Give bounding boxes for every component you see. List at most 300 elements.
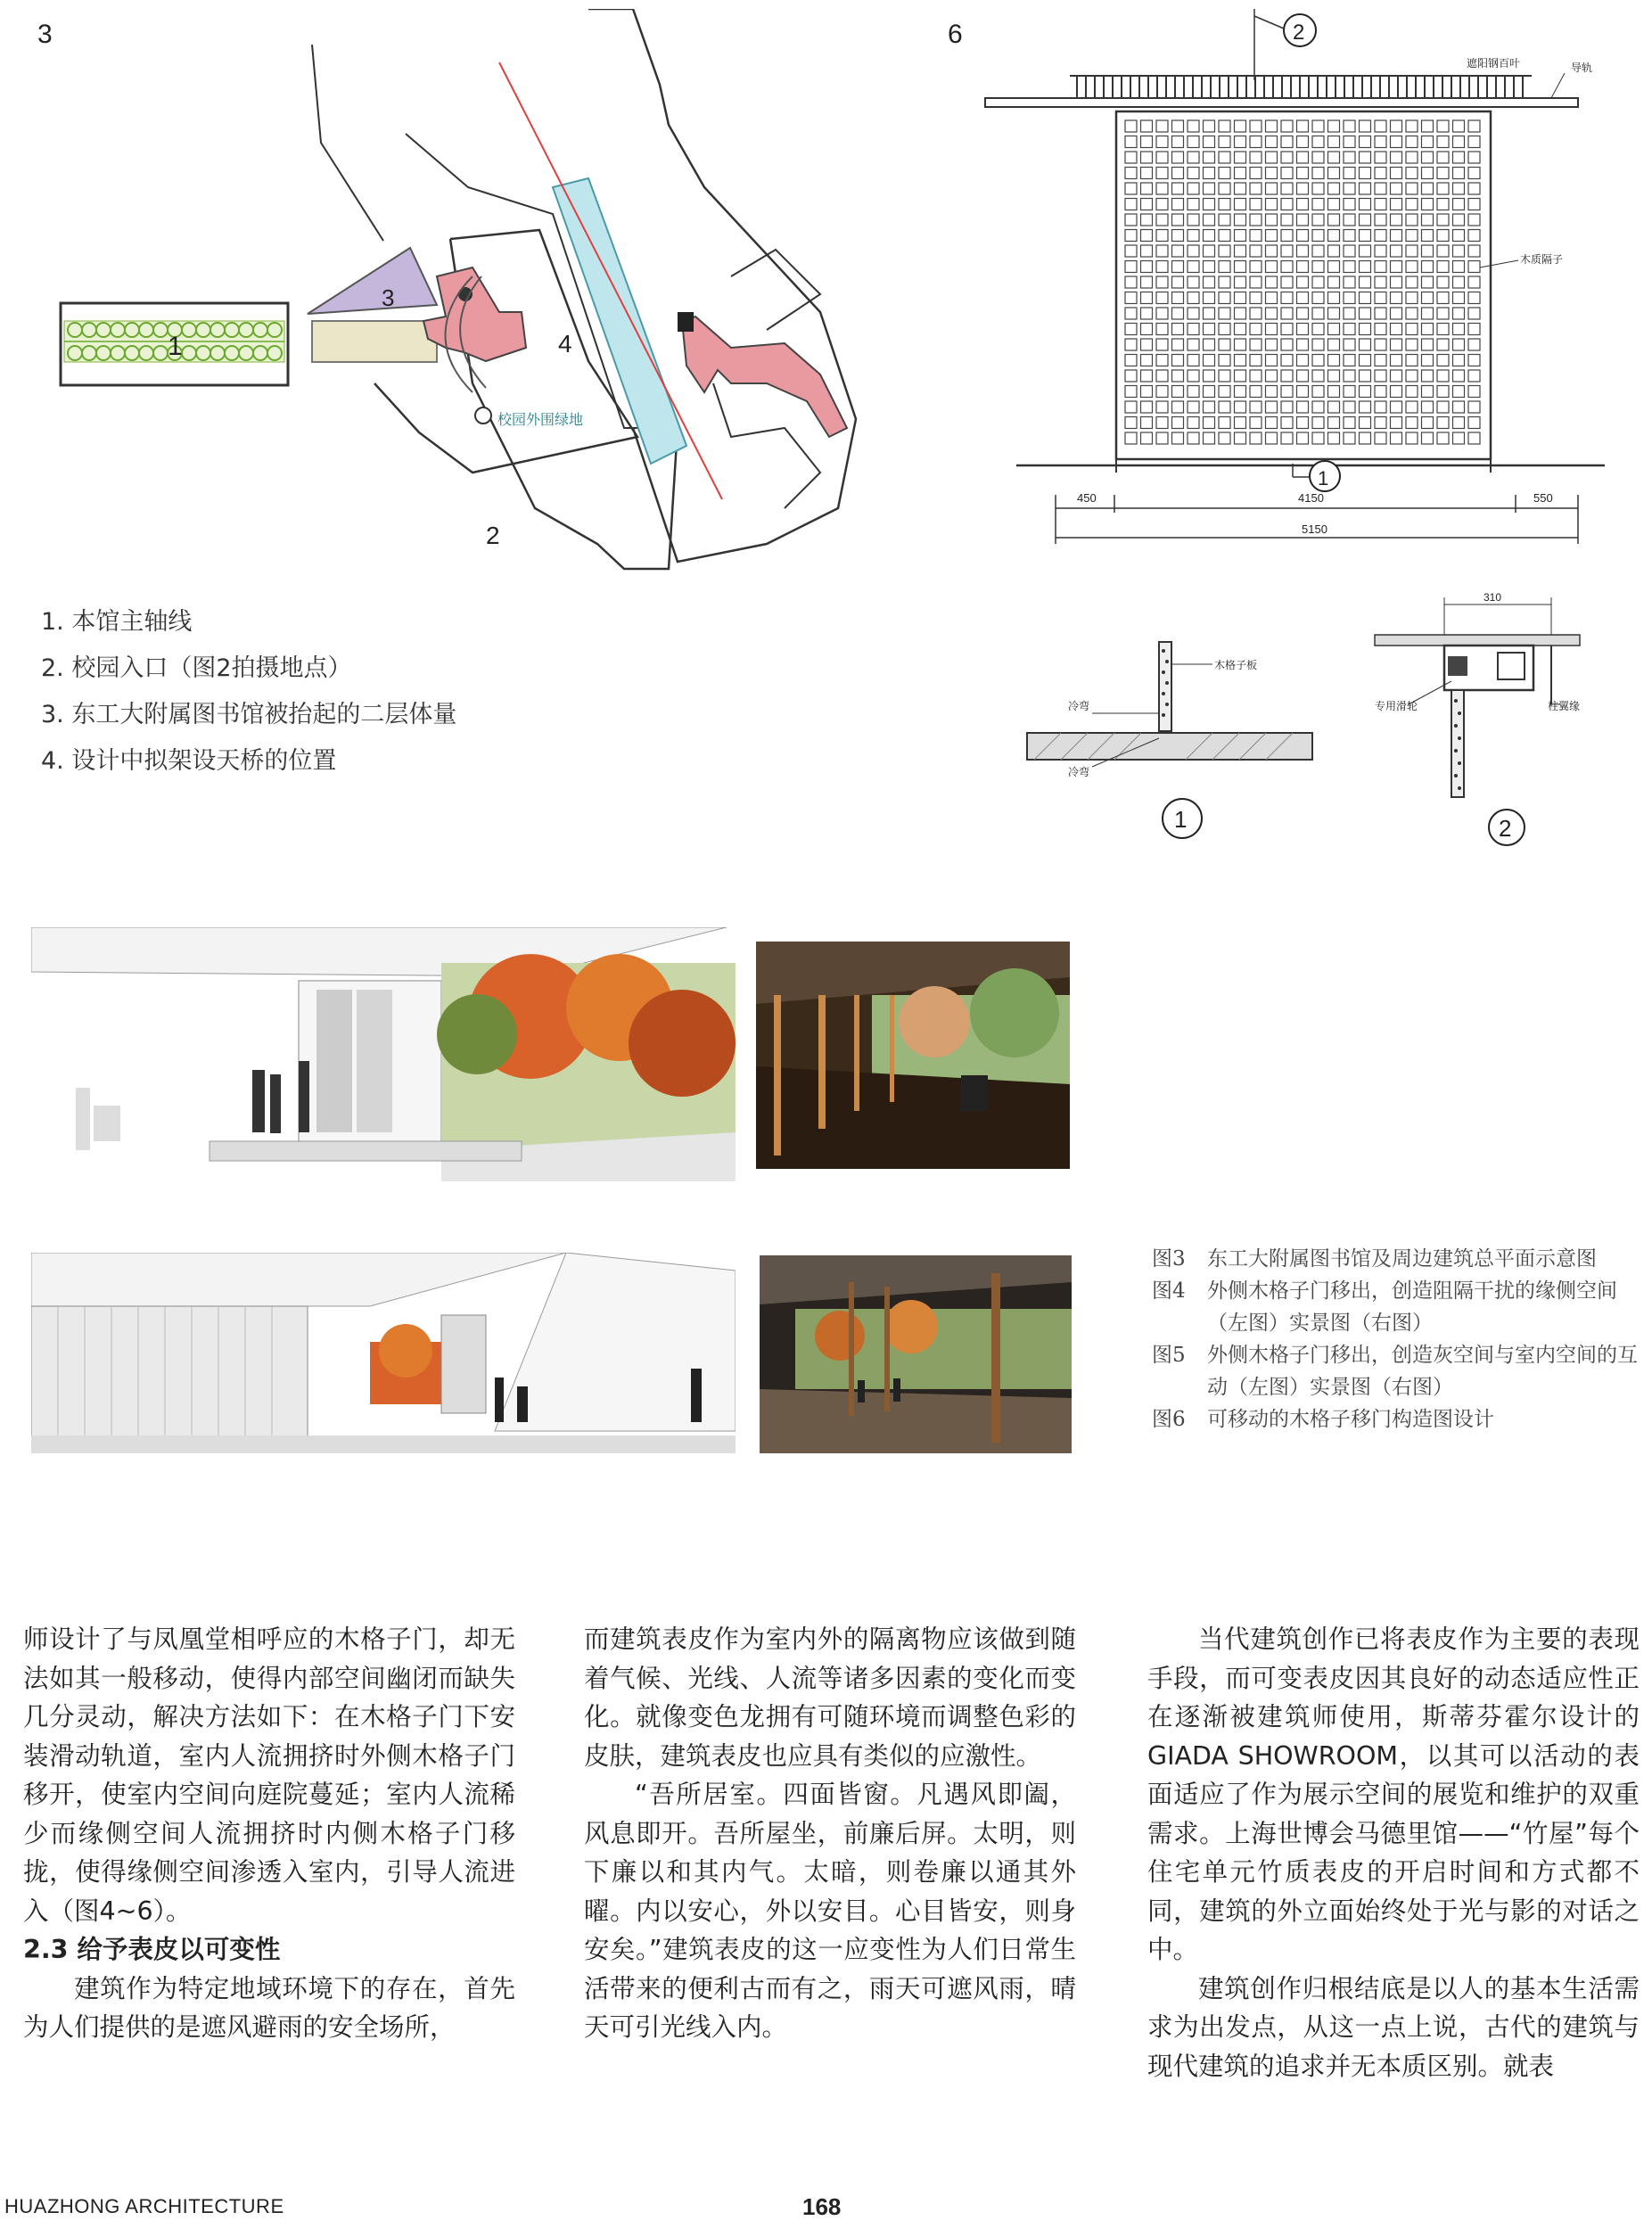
lattice-cell: [1453, 292, 1465, 304]
lattice-cell: [1422, 292, 1434, 304]
lattice-cell: [1453, 245, 1465, 257]
lattice-cell: [1204, 168, 1215, 179]
paragraph: 建筑创作归根结底是以人的基本生活需求为出发点，从这一点上说，古代的建筑与现代建筑的追求并无本质区别。就表: [1147, 1973, 1640, 2081]
lattice-cell: [1125, 308, 1137, 319]
lattice-cell: [1141, 417, 1153, 429]
lattice-cell: [1125, 292, 1137, 304]
lattice-cell: [1375, 168, 1386, 179]
lattice-cell: [1391, 152, 1402, 163]
lattice-cell: [1235, 386, 1246, 398]
lattice-cell: [1297, 276, 1309, 288]
lattice-cell: [1250, 370, 1262, 382]
lattice-cell: [1266, 339, 1278, 350]
lattice-cell: [1141, 401, 1153, 413]
lattice-cell: [1297, 432, 1309, 444]
lattice-cell: [1141, 183, 1153, 194]
lattice-cell: [1391, 308, 1402, 319]
lattice-cell: [1312, 136, 1324, 148]
lattice-cell: [1188, 199, 1199, 210]
lattice-cell: [1453, 401, 1465, 413]
figure-3-number: 3: [37, 20, 53, 49]
lattice-cell: [1391, 199, 1402, 210]
lattice-cell: [1375, 183, 1386, 194]
lattice-cell: [1235, 120, 1246, 132]
lattice-cell: [1188, 230, 1199, 242]
lattice-cell: [1172, 168, 1184, 179]
lattice-cell: [1266, 136, 1278, 148]
lattice-cell: [1235, 245, 1246, 257]
lattice-cell: [1266, 401, 1278, 413]
lattice-cell: [1219, 214, 1230, 226]
lattice-cell: [1437, 230, 1449, 242]
lattice-cell: [1141, 230, 1153, 242]
lattice-cell: [1391, 168, 1402, 179]
lattice-cell: [1360, 292, 1371, 304]
lattice-cell: [1328, 292, 1340, 304]
lattice-cell: [1141, 199, 1153, 210]
lattice-cell: [1297, 261, 1309, 273]
figure-captions: [1152, 1243, 1651, 1435]
lattice-cell: [1125, 401, 1137, 413]
lattice-cell: [1328, 245, 1340, 257]
paragraph: 师设计了与凤凰堂相呼应的木格子门，却无法如其一般移动，使得内部空间幽闭而缺失几分灵动，解决方法如下：在木格子门下安装滑动轨道，室内人流拥挤时外侧木格子门移开，使室内空间向庭院蔓延；室内人流稀少而缘侧空间人流拥挤时内侧木格子门移拢，使得缘侧空间渗透入室内，引导人流进入（图4~6）。: [23, 1624, 515, 1926]
lattice-cell: [1188, 261, 1199, 273]
lattice-cell: [1406, 136, 1418, 148]
lattice-cell: [1141, 324, 1153, 335]
callout-top: 2: [1293, 21, 1305, 45]
lattice-cell: [1328, 370, 1340, 382]
label-panel: 木质隔子: [1520, 253, 1564, 266]
lattice-cell: [1141, 136, 1153, 148]
lattice-cell: [1125, 183, 1137, 194]
lattice-cell: [1156, 355, 1168, 366]
lattice-cell: [1204, 386, 1215, 398]
detail-2-section: [1373, 588, 1605, 856]
lattice-cell: [1437, 245, 1449, 257]
label-rail: 导轨: [1571, 62, 1593, 74]
lattice-cell: [1328, 168, 1340, 179]
lattice-cell: [1312, 292, 1324, 304]
lattice-cell: [1141, 432, 1153, 444]
lattice-cell: [1219, 324, 1230, 335]
lattice-cell: [1141, 355, 1153, 366]
lattice-cell: [1468, 276, 1480, 288]
lattice-cell: [1219, 308, 1230, 319]
paragraph: 建筑作为特定地域环境下的存在，首先为人们提供的是遮风避雨的安全场所，: [23, 1973, 515, 2042]
lattice-cell: [1297, 386, 1309, 398]
caption-text: 外侧木格子门移出，创造阻隔干扰的缘侧空间（左图）实景图（右图）: [1207, 1279, 1617, 1335]
lattice-cell: [1328, 230, 1340, 242]
lattice-cell: [1172, 214, 1184, 226]
lattice-cell: [1406, 199, 1418, 210]
lattice-cell: [1235, 324, 1246, 335]
lattice-cell: [1468, 339, 1480, 350]
lattice-cell: [1468, 152, 1480, 163]
lattice-cell: [1437, 324, 1449, 335]
lattice-cell: [1266, 245, 1278, 257]
lattice-cell: [1360, 168, 1371, 179]
lattice-cell: [1453, 183, 1465, 194]
journal-name: HUAZHONG ARCHITECTURE: [4, 2195, 284, 2217]
lattice-cell: [1250, 245, 1262, 257]
lattice-cell: [1250, 308, 1262, 319]
lattice-cell: [1281, 168, 1293, 179]
lattice-cell: [1406, 120, 1418, 132]
site-label-3: 3: [382, 284, 395, 311]
lattice-cell: [1375, 276, 1386, 288]
lattice-cell: [1250, 386, 1262, 398]
lattice-cell: [1156, 370, 1168, 382]
lattice-cell: [1250, 355, 1262, 366]
lattice-cell: [1281, 417, 1293, 429]
lattice-cell: [1360, 432, 1371, 444]
lattice-cell: [1391, 136, 1402, 148]
lattice-cell: [1437, 168, 1449, 179]
lattice-cell: [1312, 152, 1324, 163]
lattice-cell: [1125, 120, 1137, 132]
lattice-cell: [1360, 276, 1371, 288]
lattice-cell: [1344, 152, 1355, 163]
lattice-cell: [1468, 245, 1480, 257]
lattice-cell: [1297, 292, 1309, 304]
lattice-cell: [1437, 417, 1449, 429]
lattice-cell: [1250, 214, 1262, 226]
lattice-cell: [1188, 276, 1199, 288]
lattice-cell: [1437, 276, 1449, 288]
lattice-cell: [1156, 401, 1168, 413]
lattice-cell: [1312, 214, 1324, 226]
lattice-cell: [1266, 386, 1278, 398]
lattice-cell: [1250, 230, 1262, 242]
lattice-cell: [1422, 432, 1434, 444]
body-column-1: [23, 1620, 515, 2047]
lattice-cell: [1235, 199, 1246, 210]
lattice-cell: [1297, 308, 1309, 319]
lattice-cell: [1141, 370, 1153, 382]
lattice-cell: [1156, 136, 1168, 148]
detail1-label-b: 冷弯: [1068, 766, 1090, 778]
lattice-cell: [1344, 261, 1355, 273]
lattice-cell: [1156, 417, 1168, 429]
lattice-cell: [1422, 276, 1434, 288]
lattice-cell: [1250, 152, 1262, 163]
lattice-cell: [1453, 214, 1465, 226]
lattice-cell: [1156, 292, 1168, 304]
lattice-cell: [1391, 417, 1402, 429]
lattice-cell: [1141, 386, 1153, 398]
legend-item: 4. 设计中拟架设天桥的位置: [41, 747, 337, 775]
lattice-cell: [1406, 355, 1418, 366]
lattice-cell: [1125, 339, 1137, 350]
lattice-cell: [1172, 401, 1184, 413]
lattice-cell: [1375, 401, 1386, 413]
lattice-cell: [1172, 261, 1184, 273]
lattice-cell: [1328, 324, 1340, 335]
figure-5-rendering: [31, 1253, 736, 1453]
lattice-cell: [1328, 214, 1340, 226]
lattice-cell: [1188, 386, 1199, 398]
lattice-cell: [1406, 292, 1418, 304]
lattice-cell: [1156, 261, 1168, 273]
lattice-cell: [1453, 168, 1465, 179]
lattice-cell: [1344, 292, 1355, 304]
lattice-cell: [1188, 152, 1199, 163]
lattice-cell: [1219, 417, 1230, 429]
lattice-cell: [1125, 261, 1137, 273]
lattice-cell: [1297, 339, 1309, 350]
lattice-cell: [1172, 386, 1184, 398]
lattice-cell: [1422, 401, 1434, 413]
lattice-cell: [1453, 199, 1465, 210]
lattice-cell: [1468, 168, 1480, 179]
lattice-cell: [1188, 183, 1199, 194]
lattice-cell: [1344, 324, 1355, 335]
lattice-cell: [1204, 183, 1215, 194]
lattice-cell: [1188, 339, 1199, 350]
lattice-cell: [1235, 401, 1246, 413]
lattice-cell: [1468, 183, 1480, 194]
lattice-cell: [1312, 261, 1324, 273]
lattice-cell: [1235, 292, 1246, 304]
lattice-cell: [1422, 199, 1434, 210]
callout-bottom: 1: [1318, 467, 1329, 489]
lattice-cell: [1281, 355, 1293, 366]
lattice-cell: [1141, 152, 1153, 163]
lattice-cell: [1235, 308, 1246, 319]
lattice-cell: [1204, 245, 1215, 257]
lattice-cell: [1375, 432, 1386, 444]
lattice-cell: [1219, 370, 1230, 382]
detail-1-section: [1025, 633, 1319, 847]
body-column-2: [584, 1620, 1076, 2047]
lattice-cell: [1437, 339, 1449, 350]
lattice-cell: [1344, 183, 1355, 194]
lattice-cell: [1453, 230, 1465, 242]
lattice-cell: [1312, 339, 1324, 350]
caption-label: 图6: [1152, 1408, 1186, 1431]
lattice-cell: [1219, 355, 1230, 366]
lattice-cell: [1156, 339, 1168, 350]
lattice-cell: [1172, 152, 1184, 163]
lattice-cell: [1141, 339, 1153, 350]
lattice-cell: [1375, 386, 1386, 398]
lattice-cell: [1360, 401, 1371, 413]
lattice-cell: [1453, 417, 1465, 429]
lattice-cell: [1235, 230, 1246, 242]
lattice-cell: [1344, 276, 1355, 288]
lattice-cell: [1281, 370, 1293, 382]
lattice-cell: [1453, 120, 1465, 132]
lattice-cell: [1391, 230, 1402, 242]
lattice-cell: [1344, 308, 1355, 319]
lattice-cell: [1344, 214, 1355, 226]
paragraph: “吾所居室。四面皆窗。凡遇风即阖，风息即开。吾所屋坐，前廉后屏。太明，则下廉以和其内气。太暗，则卷廉以通其外曜。内以安心，外以安目。心目皆安，则身安矣。”建筑表皮的这一应变性为人们日常生活带来的便利古而有之，雨天可遮风雨，晴天可引光线入内。: [584, 1780, 1076, 2042]
lattice-cell: [1391, 370, 1402, 382]
lattice-cell: [1437, 292, 1449, 304]
dim-310: 310: [1484, 591, 1502, 604]
lattice-cell: [1266, 355, 1278, 366]
dim-5150: 5150: [1302, 522, 1327, 536]
lattice-cell: [1391, 276, 1402, 288]
lattice-cell: [1360, 230, 1371, 242]
lattice-cell: [1360, 308, 1371, 319]
lattice-cell: [1391, 183, 1402, 194]
lattice-cell: [1406, 386, 1418, 398]
caption-fig4: [1152, 1275, 1651, 1339]
lattice-cell: [1204, 370, 1215, 382]
dim-4150: 4150: [1298, 491, 1324, 505]
lattice-cell: [1406, 432, 1418, 444]
detail1-label-a: 冷弯: [1068, 700, 1090, 712]
lattice-cell: [1156, 432, 1168, 444]
lattice-cell: [1188, 120, 1199, 132]
lattice-cell: [1391, 339, 1402, 350]
lattice-cell: [1250, 276, 1262, 288]
caption-fig6: [1152, 1403, 1651, 1435]
lattice-cell: [1172, 230, 1184, 242]
lattice-cell: [1468, 432, 1480, 444]
lattice-cell: [1297, 355, 1309, 366]
lattice-cell: [1235, 168, 1246, 179]
caption-label: 图5: [1152, 1344, 1186, 1367]
lattice-cell: [1422, 386, 1434, 398]
lattice-cell: [1188, 308, 1199, 319]
lattice-cell: [1453, 432, 1465, 444]
lattice-cell: [1391, 432, 1402, 444]
lattice-cell: [1250, 168, 1262, 179]
lattice-cell: [1125, 168, 1137, 179]
lattice-cell: [1406, 401, 1418, 413]
lattice-cell: [1375, 152, 1386, 163]
lattice-cell: [1297, 370, 1309, 382]
lattice-cell: [1188, 417, 1199, 429]
lattice-cell: [1235, 183, 1246, 194]
lattice-cell: [1360, 120, 1371, 132]
lattice-cell: [1141, 261, 1153, 273]
lattice-cell: [1344, 339, 1355, 350]
lattice-cell: [1437, 261, 1449, 273]
lattice-cell: [1312, 245, 1324, 257]
detail1-number: 1: [1174, 806, 1188, 833]
lattice-cell: [1344, 136, 1355, 148]
lattice-cell: [1344, 401, 1355, 413]
lattice-cell: [1468, 120, 1480, 132]
lattice-cell: [1125, 386, 1137, 398]
lattice-cell: [1204, 308, 1215, 319]
lattice-cell: [1391, 261, 1402, 273]
lattice-cell: [1406, 261, 1418, 273]
lattice-cell: [1453, 152, 1465, 163]
lattice-cell: [1437, 136, 1449, 148]
lattice-cell: [1437, 308, 1449, 319]
lattice-cell: [1468, 324, 1480, 335]
lattice-cell: [1250, 432, 1262, 444]
lattice-cell: [1266, 120, 1278, 132]
lattice-cell: [1468, 386, 1480, 398]
lattice-cell: [1219, 401, 1230, 413]
lattice-cell: [1235, 370, 1246, 382]
lattice-cell: [1422, 370, 1434, 382]
lattice-cell: [1468, 401, 1480, 413]
paragraph: 当代建筑创作已将表皮作为主要的表现手段，而可变表皮因其良好的动态适应性正在逐渐被建筑师使用，斯蒂芬霍尔设计的GIADA SHOWROOM，以其可以活动的表面适应了作为展示空间的展览和维护的双重需求。上海世博会马德里馆——“竹屋”每个住宅单元竹质表皮的开启时间和方式都不同，建筑的外立面始终处于光与影的对话之中。: [1147, 1624, 1640, 1964]
lattice-cell: [1172, 136, 1184, 148]
lattice-cell: [1375, 214, 1386, 226]
dim-550: 550: [1533, 491, 1553, 505]
lattice-cell: [1375, 136, 1386, 148]
lattice-cell: [1204, 261, 1215, 273]
lattice-cell: [1250, 136, 1262, 148]
figure-6-number: 6: [948, 20, 963, 49]
lattice-cell: [1391, 245, 1402, 257]
site-label-2: 2: [486, 522, 500, 549]
lattice-cell: [1219, 136, 1230, 148]
lattice-cell: [1281, 308, 1293, 319]
lattice-cell: [1266, 214, 1278, 226]
lattice-cell: [1453, 355, 1465, 366]
lattice-cell: [1235, 261, 1246, 273]
lattice-cell: [1328, 432, 1340, 444]
lattice-cell: [1375, 355, 1386, 366]
lattice-cell: [1437, 152, 1449, 163]
lattice-cell: [1281, 292, 1293, 304]
lattice-cell: [1266, 370, 1278, 382]
lattice-cell: [1453, 339, 1465, 350]
lattice-cell: [1422, 136, 1434, 148]
figure-4-photo: [756, 942, 1070, 1169]
lattice-cell: [1453, 136, 1465, 148]
lattice-cell: [1219, 386, 1230, 398]
lattice-cell: [1312, 355, 1324, 366]
lattice-cell: [1360, 355, 1371, 366]
lattice-cell: [1328, 120, 1340, 132]
lattice-cell: [1453, 386, 1465, 398]
lattice-cell: [1204, 136, 1215, 148]
lattice-cell: [1344, 199, 1355, 210]
lattice-cell: [1125, 417, 1137, 429]
lattice-cell: [1204, 355, 1215, 366]
lattice-cell: [1375, 245, 1386, 257]
lattice-cell: [1125, 199, 1137, 210]
lattice-cell: [1312, 370, 1324, 382]
lattice-cell: [1204, 120, 1215, 132]
lattice-cell: [1204, 230, 1215, 242]
section-heading: 2.3 给予表皮以可变性: [23, 1935, 281, 1964]
lattice-cell: [1391, 386, 1402, 398]
lattice-cell: [1344, 245, 1355, 257]
lattice-cell: [1328, 417, 1340, 429]
lattice-cell: [1437, 355, 1449, 366]
lattice-cell: [1406, 214, 1418, 226]
lattice-cell: [1328, 308, 1340, 319]
lattice-cell: [1406, 168, 1418, 179]
dim-450: 450: [1077, 491, 1097, 505]
lattice-cell: [1297, 136, 1309, 148]
lattice-cell: [1141, 276, 1153, 288]
label-blind: 遮阳钢百叶: [1467, 57, 1521, 70]
lattice-cell: [1422, 324, 1434, 335]
detail1-label-top: 木格子板: [1214, 659, 1258, 671]
lattice-cell: [1266, 276, 1278, 288]
lattice-cell: [1125, 355, 1137, 366]
lattice-cell: [1312, 199, 1324, 210]
lattice-cell: [1453, 308, 1465, 319]
lattice-cell: [1328, 152, 1340, 163]
lattice-cell: [1312, 230, 1324, 242]
lattice-cell: [1219, 339, 1230, 350]
lattice-cell: [1344, 120, 1355, 132]
lattice-cell: [1360, 214, 1371, 226]
lattice-cell: [1188, 370, 1199, 382]
